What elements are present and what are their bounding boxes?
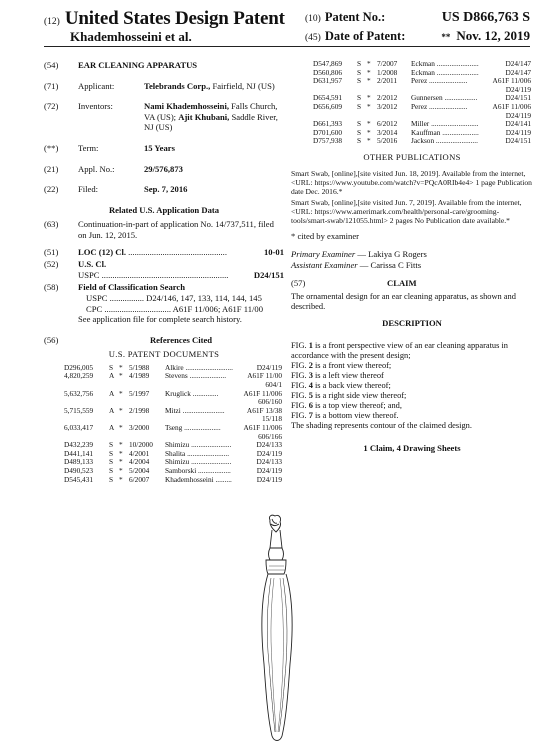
- ref-name: Perez: [411, 76, 428, 86]
- figure-text: FIG.: [291, 340, 309, 350]
- other-publications-heading: OTHER PUBLICATIONS: [363, 151, 461, 162]
- field-code: (72): [44, 101, 59, 112]
- ref-class-secondary: 15/118: [262, 414, 282, 424]
- ref-date: 4/1989: [129, 371, 150, 381]
- ref-name-cell: [411, 103, 488, 112]
- field-code: (58): [44, 282, 59, 293]
- date-code: (45): [305, 33, 321, 43]
- ref-star: *: [119, 466, 123, 475]
- ref-kind: S: [357, 59, 362, 68]
- ref-kind: S: [109, 440, 114, 450]
- ref-star: *: [119, 405, 123, 415]
- inventor-name: Nami Khademhosseini,: [144, 101, 229, 112]
- ref-star: *: [367, 119, 371, 129]
- ref-name-cell: [165, 407, 240, 416]
- ref-class: D24/141: [505, 119, 531, 129]
- field-code: (63): [44, 219, 59, 230]
- ref-name-cell: [165, 424, 240, 433]
- ref-number: 5,632,756: [64, 388, 94, 398]
- leader-dots: ......................: [189, 440, 232, 450]
- applicant-name: Telebrands Corp.,: [144, 80, 211, 91]
- leader-dots: ......................: [189, 457, 232, 467]
- figure-description: [291, 371, 533, 381]
- field-code: (52): [44, 259, 59, 270]
- field-58: [44, 282, 284, 324]
- search-cpc: CPC ............................... A61F 11/006; A61F 11/00: [86, 303, 263, 314]
- leader-dots: .......................: [434, 59, 479, 68]
- ref-number: 4,820,259: [64, 371, 94, 381]
- ref-name: Shimizu: [165, 457, 190, 467]
- leader-dots: ....................: [440, 127, 479, 137]
- leader-dots: ..................: [442, 93, 478, 103]
- ref-name-cell: [411, 137, 488, 146]
- ref-class: A61F 11/006: [243, 423, 282, 433]
- doc-kind-code: (12): [44, 17, 60, 27]
- ref-kind: S: [109, 457, 114, 467]
- ref-name: Perez: [411, 101, 428, 111]
- field-label: Inventors:: [78, 101, 113, 112]
- ref-date: 7/2007: [377, 59, 398, 68]
- primary-examiner-line: [291, 249, 533, 260]
- drawing-neck: [270, 530, 282, 548]
- ref-number: D490,523: [64, 466, 93, 475]
- search-note: See application file for complete search history.: [78, 314, 242, 325]
- leader-dots: .....................: [427, 76, 468, 86]
- inventor-location: Falls Church, VA (US);: [144, 101, 278, 122]
- field-71: [44, 81, 284, 92]
- figure-description: [291, 391, 533, 401]
- field-63: [44, 219, 284, 240]
- drawing-tip: [269, 515, 280, 532]
- ref-name: Alkire: [165, 362, 184, 372]
- ref-kind: S: [109, 474, 114, 484]
- figure-description: [291, 381, 533, 391]
- term-value: 15 Years: [144, 142, 175, 153]
- reference-row: [64, 476, 282, 485]
- figure-text: FIG.: [291, 380, 309, 390]
- field-label: Field of Classification Search: [78, 282, 186, 293]
- figure-number: 7: [308, 410, 313, 420]
- application-number: 29/576,873: [144, 163, 183, 174]
- reference-row: [313, 137, 531, 146]
- date-mark: **: [441, 32, 451, 42]
- ref-number: D656,609: [313, 101, 342, 111]
- ref-class: D24/151: [505, 136, 531, 146]
- ref-class-secondary: D24/119: [505, 84, 531, 94]
- ref-date: 3/2000: [129, 423, 150, 433]
- ref-name: Kruglick: [165, 388, 191, 398]
- ref-number: D701,600: [313, 127, 342, 137]
- leader-dots: ..............: [190, 388, 219, 398]
- claim-text: The ornamental design for an ear cleaning apparatus, as shown and described.: [291, 291, 516, 311]
- leader-dots: ....................: [187, 371, 227, 381]
- leader-dots: ...........................................................: [99, 269, 229, 280]
- field-21: [44, 164, 284, 175]
- ref-star: *: [119, 362, 123, 372]
- field-code: (57): [291, 278, 306, 289]
- field-label: Term:: [78, 142, 99, 153]
- ref-star: *: [367, 59, 371, 68]
- figure-description: [291, 341, 533, 361]
- ref-star: *: [119, 423, 123, 433]
- publication-entry: Smart Swab, [online],[site visited Jun. 18, 2019]. Available from the internet,<URL: https://www.youtube.com/watch?v=PQcA0RIb4e4> 1 page Publication date Dec. 2016.*: [291, 168, 532, 196]
- ref-kind: S: [109, 466, 114, 475]
- field-56: [44, 335, 284, 346]
- figure-number: 6: [308, 400, 313, 410]
- ref-star: *: [367, 67, 371, 77]
- ref-star: *: [119, 388, 123, 398]
- ref-name: Kauffman: [411, 127, 441, 137]
- figure-text: is a front perspective view of an ear cleaning apparatus in accordance with the present design;: [291, 340, 508, 360]
- ref-class: D24/133: [256, 457, 282, 467]
- field-code: (56): [44, 334, 59, 345]
- ref-star: *: [119, 371, 123, 381]
- continuation-text: Continuation-in-part of application No. 14/737,511, filed on Jun. 12, 2015.: [78, 219, 274, 240]
- ref-date: 1/2008: [377, 67, 398, 77]
- ref-kind: S: [357, 76, 362, 86]
- ref-kind: S: [109, 448, 114, 458]
- ref-name: Eckman: [411, 67, 435, 77]
- ref-date: 3/2014: [377, 127, 398, 137]
- ref-number: D545,431: [64, 474, 93, 484]
- ref-number: D560,806: [313, 67, 342, 77]
- figure-number: 2: [308, 360, 313, 370]
- figure-text: FIG.: [291, 400, 309, 410]
- uspc-label: USPC: [78, 269, 100, 280]
- ref-class: A61F 13/38: [246, 405, 282, 415]
- date-label: Date of Patent:: [324, 29, 406, 43]
- search-uspc: USPC ................ D24/146, 147, 133, 114, 144, 145: [86, 292, 262, 303]
- us-docs-heading: U.S. PATENT DOCUMENTS: [108, 349, 220, 360]
- ref-name: Eckman: [411, 59, 435, 68]
- leader-dots: .......................: [185, 448, 230, 458]
- patent-number: US D866,763 S: [441, 10, 530, 25]
- ref-class: A61F 11/00: [247, 371, 282, 381]
- ref-name: Gunnersen: [411, 93, 443, 103]
- reference-row: [64, 390, 282, 399]
- ref-name: Jackson: [411, 136, 435, 146]
- ref-kind: S: [357, 101, 362, 111]
- field-term: [44, 143, 284, 154]
- ref-number: D631,957: [313, 76, 342, 86]
- ref-name: Shimizu: [165, 440, 190, 450]
- patent-date: Nov. 12, 2019: [456, 28, 530, 43]
- ref-name: Khademhosseini: [165, 474, 214, 484]
- figure-text: FIG.: [291, 360, 309, 370]
- ref-name: Shalita: [165, 448, 186, 458]
- ref-kind: S: [357, 93, 362, 103]
- drawing-body: [262, 574, 292, 741]
- inventor-name: Ajit Khubani,: [178, 111, 230, 122]
- figure-text: is a front view thereof;: [312, 360, 392, 370]
- header-rule: [44, 46, 530, 47]
- reference-row: [313, 77, 531, 86]
- ref-number: D432,239: [64, 440, 93, 450]
- ref-class: D24/119: [505, 127, 531, 137]
- ref-kind: A: [109, 423, 115, 433]
- patent-title: EAR CLEANING APPARATUS: [78, 60, 198, 70]
- shading-note: The shading represents contour of the claimed design.: [291, 420, 472, 430]
- figure-description: [291, 361, 533, 371]
- applicant-location: Fairfield, NJ (US): [210, 80, 275, 91]
- claim-heading: CLAIM: [387, 278, 417, 289]
- ref-class: D24/151: [505, 93, 531, 103]
- field-label: Applicant:: [78, 80, 115, 91]
- figure-number: 4: [308, 380, 313, 390]
- ref-name: Stevens: [165, 371, 188, 381]
- primary-examiner: — Lakiya G Rogers: [355, 249, 427, 260]
- patent-no-label: Patent No.:: [324, 10, 386, 24]
- leader-dots: ....................: [182, 423, 221, 433]
- field-72: [44, 101, 284, 133]
- ref-class: D24/133: [256, 440, 282, 450]
- assistant-examiner: — Carissa C Fitts: [357, 259, 422, 270]
- ref-number: D296,005: [64, 362, 93, 372]
- ref-star: *: [367, 76, 371, 86]
- reference-row: [64, 424, 282, 433]
- ref-date: 6/2007: [129, 474, 150, 484]
- figure-text: FIG.: [291, 390, 309, 400]
- ref-class-secondary: D24/119: [505, 110, 531, 120]
- field-code: (**): [44, 142, 59, 153]
- reference-row: [64, 372, 282, 381]
- continued-references: [313, 60, 531, 146]
- figure-number: 3: [308, 370, 313, 380]
- ref-date: 5/1997: [129, 388, 150, 398]
- leader-dots: .......................: [180, 405, 225, 415]
- ref-class: D24/147: [505, 59, 531, 68]
- ref-class: D24/119: [256, 474, 282, 484]
- ref-star: *: [367, 136, 371, 146]
- leader-dots: ..................: [196, 466, 231, 475]
- figure-text: FIG.: [291, 410, 309, 420]
- related-data-heading: Related U.S. Application Data: [108, 204, 220, 215]
- ref-class: A61F 11/006: [492, 76, 531, 86]
- ref-class: D24/119: [256, 466, 282, 475]
- ref-class: A61F 11/006: [243, 388, 282, 398]
- ref-number: D547,869: [313, 59, 342, 68]
- publication-entry: Smart Swab, [online],[site visited Jun. 7, 2019]. Available from the internet,<URL: https://www.amerimark.com/health/personal-care/grooming-tools/smart-swab/121055.html> 2 pages No Publication date available.*: [291, 197, 522, 225]
- ref-name-cell: [165, 372, 240, 381]
- ref-star: *: [119, 474, 123, 484]
- ref-number: D757,938: [313, 136, 342, 146]
- ref-date: 10/2000: [129, 440, 153, 450]
- claim-heading-line: [291, 278, 533, 289]
- ref-name: Tseng: [165, 423, 183, 433]
- field-label: Appl. No.:: [78, 163, 115, 174]
- filing-date: Sep. 7, 2016: [144, 184, 188, 195]
- ref-class: A61F 11/006: [492, 101, 531, 111]
- ref-kind: S: [357, 119, 362, 129]
- leader-dots: ..............................................: [125, 246, 227, 257]
- field-label: LOC (12) Cl.: [78, 246, 126, 257]
- field-code: (21): [44, 163, 59, 174]
- patent-no-code: (10): [305, 14, 321, 24]
- ref-name: Miller: [411, 119, 430, 129]
- ref-name: Mitzi: [165, 405, 181, 415]
- inventor-short: Khademhosseini et al.: [70, 29, 192, 44]
- field-52: [44, 259, 284, 280]
- ref-star: *: [367, 101, 371, 111]
- ear-cleaner-drawing: [242, 514, 312, 743]
- reference-row: [64, 407, 282, 416]
- ref-kind: S: [357, 127, 362, 137]
- ref-kind: A: [109, 388, 115, 398]
- figure-number: 5: [308, 390, 313, 400]
- ref-date: 4/2001: [129, 448, 150, 458]
- ref-class-secondary: 606/160: [258, 397, 282, 407]
- ref-name: Samborski: [165, 466, 197, 475]
- references-heading: References Cited: [149, 334, 213, 345]
- ref-number: D441,141: [64, 448, 93, 458]
- ref-kind: S: [109, 362, 114, 372]
- ref-kind: S: [357, 136, 362, 146]
- ref-date: 4/2004: [129, 457, 150, 467]
- field-54: [44, 60, 284, 71]
- leader-dots: .....................: [427, 101, 468, 111]
- figure-text: is a top view thereof; and,: [312, 400, 402, 410]
- ref-star: *: [367, 93, 371, 103]
- field-51: [44, 247, 284, 258]
- leader-dots: ..........................: [429, 119, 479, 129]
- ref-number: D489,133: [64, 457, 93, 467]
- ref-date: 6/2012: [377, 119, 398, 129]
- ref-name-cell: [165, 476, 240, 485]
- ref-kind: A: [109, 371, 115, 381]
- ref-kind: S: [357, 67, 362, 77]
- field-label: Filed:: [78, 184, 99, 195]
- figure-text: is a back view thereof;: [312, 380, 391, 390]
- figure-text: is a bottom view thereof.: [312, 410, 399, 420]
- ref-name-cell: [165, 390, 240, 399]
- ref-name-cell: [411, 77, 488, 86]
- leader-dots: .......................: [434, 136, 478, 146]
- figure-description: [291, 411, 533, 421]
- document-title: United States Design Patent: [64, 8, 285, 29]
- ref-star: *: [119, 440, 123, 450]
- header-left: [44, 8, 314, 45]
- ref-star: *: [119, 448, 123, 458]
- ref-date: 5/2004: [129, 466, 150, 475]
- loc-class: 10-01: [263, 246, 284, 257]
- ref-class: D24/119: [256, 448, 282, 458]
- inventor-location: Saddle River, NJ (US): [144, 111, 278, 133]
- ref-number: 6,033,417: [64, 423, 94, 433]
- primary-examiner-label: Primary Examiner: [291, 249, 356, 260]
- claims-sheets: 1 Claim, 4 Drawing Sheets: [363, 442, 461, 453]
- field-22: [44, 184, 284, 195]
- ref-star: *: [367, 127, 371, 137]
- ref-date: 5/1988: [129, 362, 150, 372]
- other-publications: [291, 169, 533, 225]
- ref-date: 5/2016: [377, 136, 398, 146]
- ref-kind: A: [109, 405, 115, 415]
- ref-date: 2/2012: [377, 93, 398, 103]
- header-right: [305, 8, 530, 45]
- ref-number: D654,591: [313, 93, 342, 103]
- ref-class-secondary: 604/1: [265, 380, 282, 390]
- leader-dots: .........: [213, 474, 232, 484]
- ref-class-secondary: 606/166: [258, 431, 282, 441]
- leader-dots: .......................: [434, 67, 479, 77]
- figure-description: [291, 401, 533, 411]
- field-code: (51): [44, 246, 59, 257]
- ref-date: 2/1998: [129, 405, 150, 415]
- field-code: (22): [44, 184, 59, 195]
- field-label: U.S. Cl.: [78, 259, 107, 270]
- us-patent-documents: [64, 364, 282, 484]
- ref-class: D24/119: [256, 362, 282, 372]
- field-code: (54): [44, 60, 59, 70]
- cited-note: * cited by examiner: [291, 230, 360, 241]
- description-heading: DESCRIPTION: [382, 317, 442, 328]
- ref-number: D661,393: [313, 119, 342, 129]
- description-text: [291, 341, 533, 421]
- assistant-examiner-line: [291, 260, 533, 271]
- uspc-class: D24/151: [253, 269, 284, 280]
- ref-number: 5,715,559: [64, 405, 94, 415]
- drawing-collar: [266, 560, 286, 574]
- ref-class: D24/147: [505, 67, 531, 77]
- ref-star: *: [119, 457, 123, 467]
- right-column: [291, 60, 533, 453]
- figure-text: is a left view thereof: [312, 370, 384, 380]
- left-column: [44, 60, 284, 484]
- reference-row: [313, 103, 531, 112]
- ref-date: 3/2012: [377, 101, 398, 111]
- figure-text: is a right side view thereof;: [312, 390, 407, 400]
- leader-dots: ..........................: [183, 362, 233, 372]
- field-code: (71): [44, 80, 59, 91]
- figure-number: 1: [308, 340, 313, 350]
- ref-date: 2/2011: [377, 76, 397, 86]
- assistant-examiner-label: Assistant Examiner: [291, 259, 358, 270]
- figure-text: FIG.: [291, 370, 309, 380]
